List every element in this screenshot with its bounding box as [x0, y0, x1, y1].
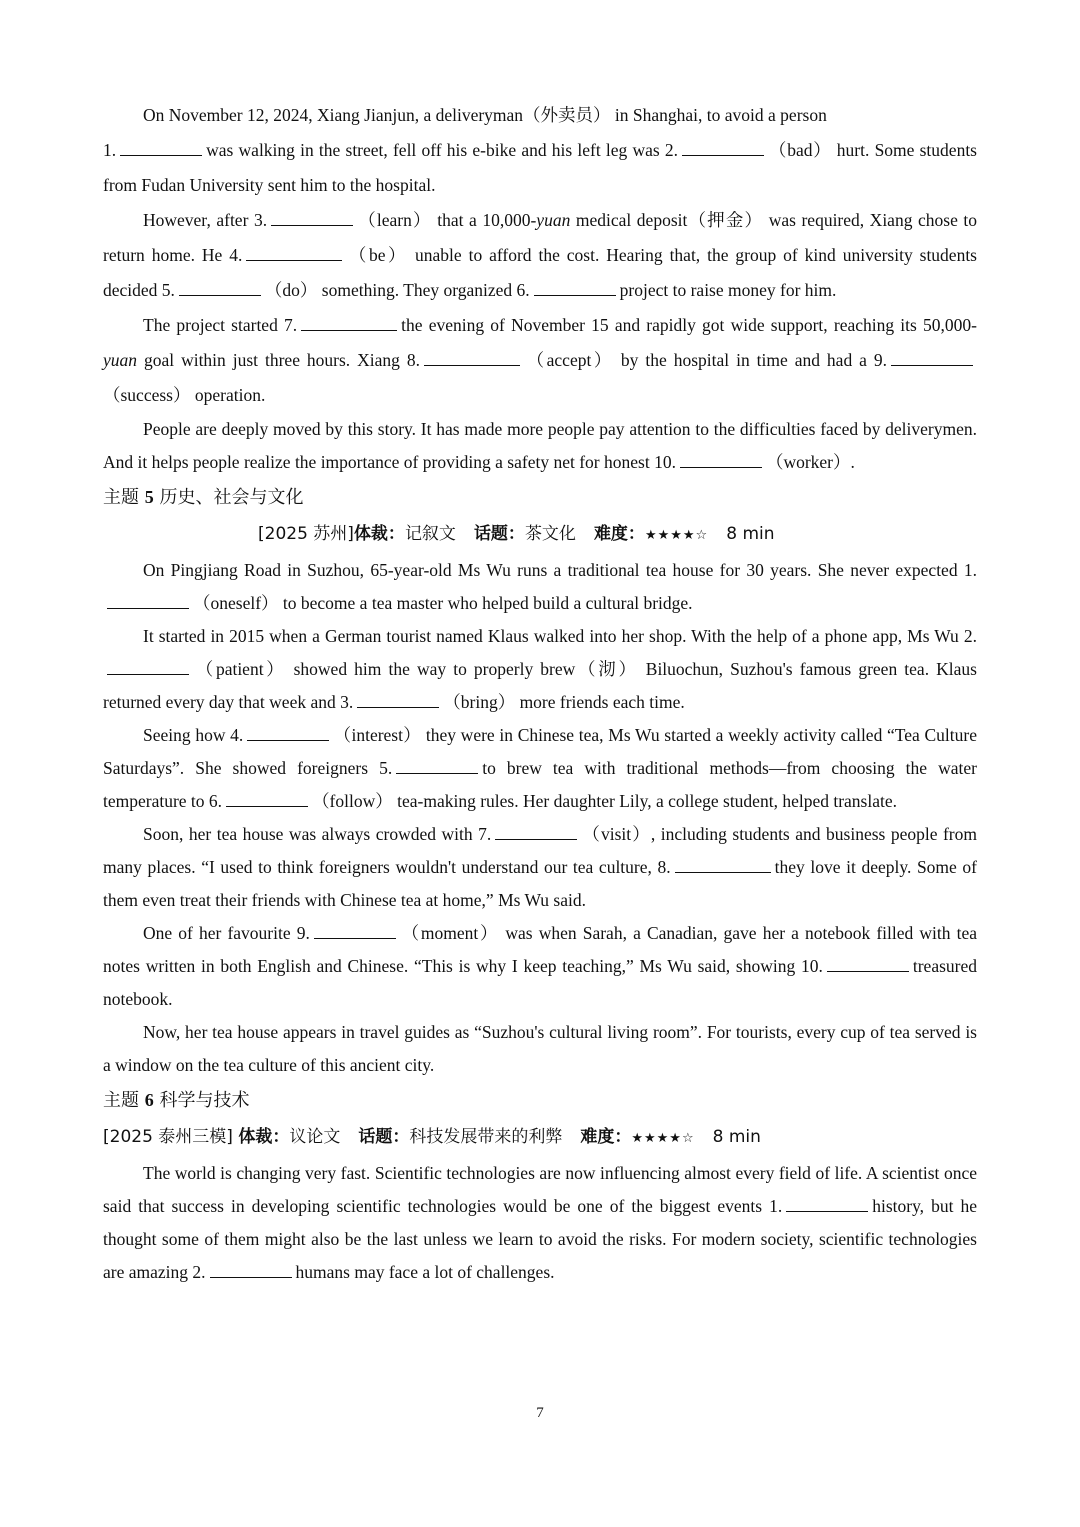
- answer-blank[interactable]: [357, 690, 439, 708]
- answer-blank[interactable]: [396, 756, 478, 774]
- answer-blank[interactable]: [680, 450, 762, 468]
- passage2-paragraph-3: Seeing how 4. （interest） they were in Chinese tea, Ms Wu started a weekly activity called “Tea Culture Saturdays”. She showed foreigners 5. to brew tea with traditional methods—from choosing the water temperature to 6. （follow） tea-making rules. Her daughter Lily, a college student, helped translate.: [103, 725, 977, 811]
- passage1-paragraph-1: On November 12, 2024, Xiang Jianjun, a deliveryman（外卖员） in Shanghai, to avoid a person 1. was walking in the street, fell off his e-bike and his left leg was 2. （bad） hurt. Some students from Fudan University sent him to the hospital.: [103, 105, 977, 195]
- answer-blank[interactable]: [827, 954, 909, 972]
- difficulty-stars-icon: ★★★★☆: [631, 1131, 695, 1146]
- answer-blank[interactable]: [314, 921, 396, 939]
- answer-blank[interactable]: [107, 657, 189, 675]
- passage2-paragraph-6: Now, her tea house appears in travel guides as “Suzhou's cultural living room”. For tourists, every cup of tea served is a window on the tea culture of this ancient city.: [103, 1022, 977, 1075]
- topic6-heading: 主题 6 科学与技术: [103, 1090, 250, 1111]
- answer-blank[interactable]: [226, 789, 308, 807]
- answer-blank[interactable]: [301, 313, 397, 331]
- answer-blank[interactable]: [534, 278, 616, 296]
- answer-blank[interactable]: [247, 723, 329, 741]
- answer-blank[interactable]: [495, 822, 577, 840]
- answer-blank[interactable]: [682, 138, 764, 156]
- topic6-meta: [2025 泰州三模] 体裁：议论文 话题：科技发展带来的利弊 难度：★★★★☆ 8 min: [103, 1127, 761, 1147]
- answer-blank[interactable]: [120, 138, 202, 156]
- page-number: 7: [536, 1405, 544, 1421]
- difficulty-stars-icon: ★★★★☆: [644, 528, 709, 543]
- answer-blank[interactable]: [210, 1260, 292, 1278]
- answer-blank[interactable]: [786, 1194, 868, 1212]
- document-page: [103, 98, 977, 1289]
- answer-blank[interactable]: [424, 348, 520, 366]
- passage1-paragraph-4: People are deeply moved by this story. It has made more people pay attention to the difficulties faced by deliverymen. And it helps people realize the importance of providing a safety net for honest 10. （worker）.: [103, 419, 977, 472]
- topic5-heading: 主题 5 历史、社会与文化: [103, 487, 304, 508]
- answer-blank[interactable]: [675, 855, 771, 873]
- passage3-paragraph-1: The world is changing very fast. Scientific technologies are now influencing almost every field of life. A scientist once said that success in developing scientific technologies would be one of the biggest events 1. history, but he thought some of them might also be the last unless we learn to avoid the risks. For modern society, scientific technologies are amazing 2. humans may face a lot of challenges.: [103, 1163, 977, 1282]
- topic5-meta: [2025 苏州]体裁：记叙文 话题：茶文化 难度：★★★★☆ 8 min: [258, 524, 775, 544]
- answer-blank[interactable]: [271, 208, 353, 226]
- passage1-paragraph-2: However, after 3. （learn） that a 10,000-yuan medical deposit（押金） was required, Xiang chose to return home. He 4. （be） unable to afford the cost. Hearing that, the group of kind university students decided 5. （do） something. They organized 6. project to raise money for him.: [103, 210, 977, 300]
- passage2-paragraph-2: It started in 2015 when a German tourist named Klaus walked into her shop. With the help of a phone app, Ms Wu 2.（patient） showed him the way to properly brew（沏） Biluochun, Suzhou's famous green tea. Klaus returned every day that week and 3. （bring） more friends each time.: [103, 626, 977, 712]
- answer-blank[interactable]: [179, 278, 261, 296]
- passage2-paragraph-1: On Pingjiang Road in Suzhou, 65-year-old Ms Wu runs a traditional tea house for 30 years. She never expected 1.（oneself） to become a tea master who helped build a cultural bridge.: [103, 554, 977, 620]
- passage2-paragraph-4: Soon, her tea house was always crowded with 7. （visit）, including students and business people from many places. “I used to think foreigners wouldn't understand our tea culture, 8. they love it deeply. Some of them even treat their friends with Chinese tea at home,” Ms Wu said.: [103, 824, 977, 910]
- answer-blank[interactable]: [107, 591, 189, 609]
- answer-blank[interactable]: [246, 243, 342, 261]
- passage2-paragraph-5: One of her favourite 9. （moment） was when Sarah, a Canadian, gave her a notebook filled with tea notes written in both English and Chinese. “This is why I keep teaching,” Ms Wu said, showing 10. treasured notebook.: [103, 923, 978, 1009]
- passage1-paragraph-3: The project started 7. the evening of November 15 and rapidly got wide support, reaching its 50,000-yuan goal within just three hours. Xiang 8. （accept） by the hospital in time and had a 9.（success） operation.: [103, 315, 977, 405]
- answer-blank[interactable]: [891, 348, 973, 366]
